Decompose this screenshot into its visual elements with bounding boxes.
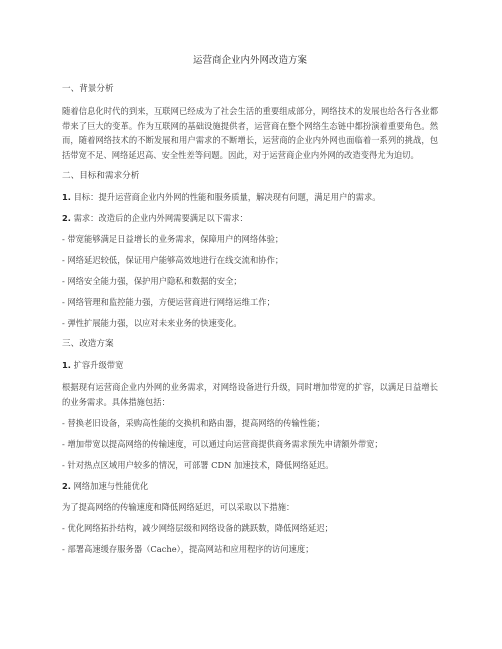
list-item: - 替换老旧设备，采购高性能的交换机和路由器，提高网络的传输性能；	[62, 418, 325, 428]
plan1-number: 1.	[62, 360, 71, 370]
goal-text: 目标：提升运营商企业内外网的性能和服务质量，解决现有问题，满足用户的需求。	[73, 192, 381, 202]
section-heading-background: 一、背景分析	[62, 84, 114, 94]
list-item: - 网络管理和监控能力强，方便运营商进行网络运维工作；	[62, 297, 275, 307]
plan2-title: 网络加速与性能优化	[73, 481, 149, 491]
list-item: - 部署高速缓存服务器（Cache），提高网站和应用程序的访问速度；	[62, 544, 314, 554]
goal-number: 1.	[62, 192, 71, 202]
list-item: - 增加带宽以提高网络的传输速度，可以通过向运营商提供商务需求预先申请额外带宽；	[62, 439, 383, 449]
list-item: - 弹性扩展能力强，以应对未来业务的快速变化。	[62, 318, 242, 328]
plan2-number: 2.	[62, 481, 71, 491]
background-paragraph: 随着信息化时代的到来，互联网已经成为了社会生活的重要组成部分，网络技术的发展也给各行各业都带来了巨大的变革。作为互联网的基础设施提供者，运营商在整个网络生态链中都扮演着重要角色。然而，随着网络技术的不断发展和用户需求的不断增长，运营商的企业内外网也面临着一系列的挑战，包括带宽不足、网络延迟高、安全性差等问题。因此，对于运营商企业内外网的改造变得尤为迫切。	[62, 106, 438, 160]
list-item: - 网络安全能力强，保护用户隐私和数据的安全；	[62, 276, 242, 286]
need-item	[62, 212, 438, 225]
list-item: - 带宽能够满足日益增长的业务需求，保障用户的网络体验；	[62, 234, 284, 244]
list-item: - 优化网络拓扑结构，减少网络层级和网络设备的跳跃数，降低网络延迟；	[62, 523, 333, 533]
goal-item	[62, 191, 438, 204]
section-heading-goals: 二、目标和需求分析	[62, 171, 140, 181]
need-number: 2.	[62, 213, 71, 223]
bandwidth-paragraph: 根据现有运营商企业内外网的业务需求，对网络设备进行升级，同时增加带宽的扩容，以满足日益增长的业务需求。具体措施包括：	[62, 382, 438, 407]
plan-heading-bandwidth	[62, 359, 438, 372]
plan-heading-acceleration	[62, 480, 438, 493]
document-title: 运营商企业内外网改造方案	[192, 55, 307, 66]
section-heading-plan: 三、改造方案	[62, 339, 114, 349]
list-item: - 网络延迟较低，保证用户能够高效地进行在线交流和协作；	[62, 255, 284, 265]
need-text: 需求：改造后的企业内外网需要满足以下需求：	[73, 213, 248, 223]
plan1-title: 扩容升级带宽	[73, 360, 124, 370]
list-item: - 针对热点区域用户较多的情况，可部署 CDN 加速技术，降低网络延迟。	[62, 460, 334, 470]
acceleration-paragraph: 为了提高网络的传输速度和降低网络延迟，可以采取以下措施：	[62, 502, 295, 512]
